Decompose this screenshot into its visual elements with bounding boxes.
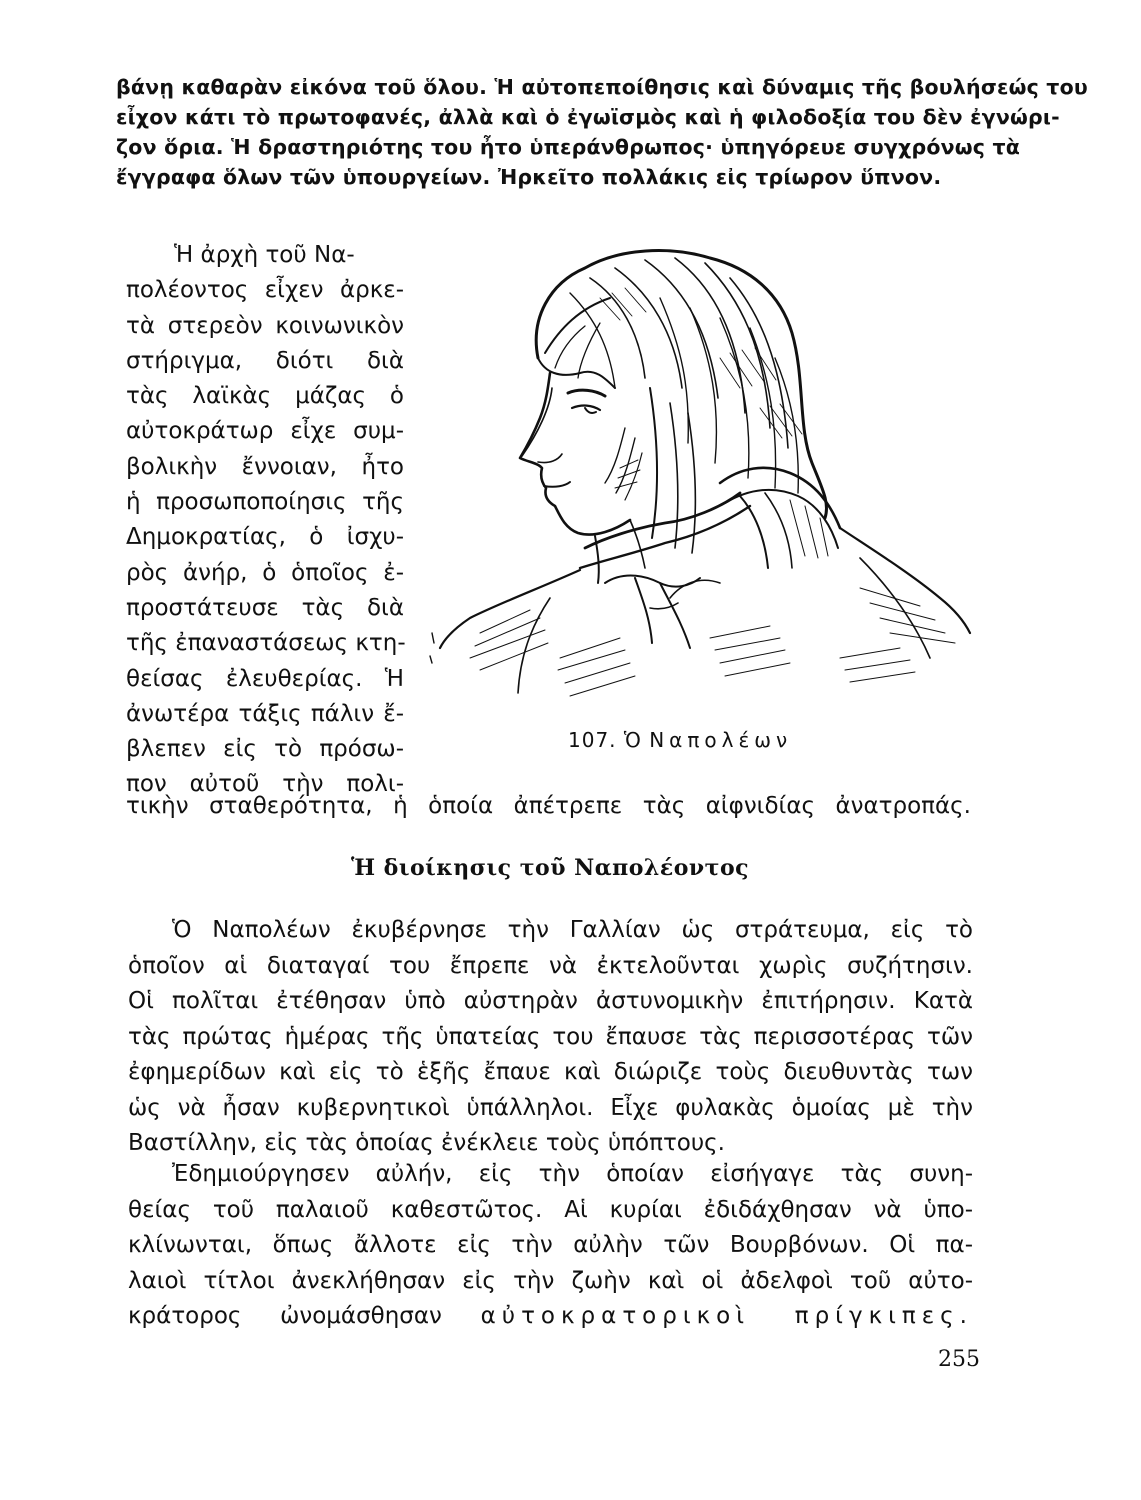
paragraph-court: [128, 1157, 973, 1335]
text-line: βλεπεν εἰς τὸ πρόσω-: [126, 736, 404, 763]
text-line: ὁποῖον αἱ διαταγαί του ἔπρεπε νὰ ἐκτελοῦνται χωρὶς συζήτησιν.: [128, 952, 973, 979]
text-line: προστάτευσε τὰς διὰ: [126, 594, 404, 621]
text-line: βολικὴν ἔννοιαν, ἦτο: [126, 453, 404, 480]
text-line: θείας τοῦ παλαιοῦ καθεστῶτος. Αἱ κυρίαι ἐδιδάχθησαν νὰ ὑπο-: [128, 1196, 973, 1223]
text-line: βάνῃ καθαρὰν εἰκόνα τοῦ ὅλου. Ἡ αὐτοπεποίθησις καὶ δύναμις τῆς βουλήσεώς του: [116, 75, 1088, 99]
napoleon-portrait-illustration: [420, 238, 975, 718]
text-line: τικὴν σταθερότητα, ἡ ὁποία ἀπέτρεπε τὰς αἰφνιδίας ἀνατροπάς.: [126, 793, 971, 819]
text-line: [128, 1299, 973, 1335]
wrapped-text-column: [126, 238, 404, 803]
text-line: ρὸς ἀνήρ, ὁ ὁποῖος ἐ-: [126, 559, 404, 586]
text-line: Ἐδημιούργησεν αὐλήν, εἰς τὴν ὁποίαν εἰσήγαγε τὰς συνη-: [172, 1161, 973, 1187]
text-line: ζον ὅρια. Ἡ δραστηριότης του ἦτο ὑπεράνθρωπος· ὑπηγόρευε συγχρόνως τὰ: [116, 135, 1021, 159]
figure-number: 107.: [568, 728, 617, 752]
text-line: πολέοντος εἶχεν ἀρκε-: [126, 277, 404, 304]
text-line: ὡς νὰ ἦσαν κυβερνητικοὶ ὑπάλληλοι. Εἶχε φυλακὰς ὁμοίας μὲ τὴν: [128, 1094, 973, 1121]
text-line: πον αὐτοῦ τὴν πολι-: [126, 771, 404, 798]
page-number: 255: [938, 1347, 980, 1372]
text-line: ἡ προσωποποίησις τῆς: [126, 489, 404, 516]
text-line: Δημοκρατίας, ὁ ἰσχυ-: [126, 524, 404, 551]
text-line: στήριγμα, διότι διὰ: [126, 347, 404, 374]
text-line: θείσας ἐλευθερίας. Ἡ: [126, 665, 404, 692]
text-line: κλίνωνται, ὅπως ἄλλοτε εἰς τὴν αὐλὴν τῶν Βουρβόνων. Οἱ πα-: [128, 1232, 973, 1258]
text-line-start: κράτορος ὠνομάσθησαν: [128, 1303, 442, 1329]
text-line: τὰ στερεὸν κοινωνικὸν: [126, 312, 404, 339]
text-line: εἶχον κάτι τὸ πρωτοφανές, ἀλλὰ καὶ ὁ ἐγωϊσμὸς καὶ ἡ φιλοδοξία του δὲν ἐγνώρι-: [116, 105, 1060, 129]
wrapped-text-final-line: [126, 789, 971, 824]
text-line: τὰς πρώτας ἡμέρας τῆς ὑπατείας του ἔπαυσε τὰς περισσοτέρας τῶν: [128, 1023, 973, 1050]
paragraph-administration: [128, 913, 973, 1162]
text-line: ἀνωτέρα τάξις πάλιν ἔ-: [126, 700, 404, 727]
text-line: Ὁ Ναπολέων ἐκυβέρνησε τὴν Γαλλίαν ὡς στράτευμα, εἰς τὸ: [172, 917, 973, 943]
text-line: ἔγγραφα ὅλων τῶν ὑπουργείων. Ἠρκεῖτο πολλάκις εἰς τρίωρον ὕπνον.: [116, 165, 942, 189]
caption-name: Ναπολέων: [649, 728, 793, 752]
figure-caption: [568, 728, 792, 752]
spaced-emphasis-text: αὐτοκρατορικοὶ πρίγκιπες.: [480, 1303, 973, 1329]
text-line: αὐτοκράτωρ εἶχε συμ-: [126, 418, 404, 445]
text-line: Οἱ πολῖται ἐτέθησαν ὑπὸ αὐστηρὰν ἀστυνομικὴν ἐπιτήρησιν. Κατὰ: [128, 988, 973, 1014]
section-heading: Ἡ διοίκησις τοῦ Ναπολέοντος: [350, 855, 750, 881]
text-line: Βαστίλλην, εἰς τὰς ὁποίας ἐνέκλειε τοὺς ὑπόπτους.: [128, 1130, 725, 1156]
text-line: ἐφημερίδων καὶ εἰς τὸ ἑξῆς ἔπαυε καὶ διώριζε τοὺς διευθυντὰς των: [128, 1059, 973, 1085]
top-paragraph: [116, 72, 1088, 192]
text-line: τῆς ἐπαναστάσεως κτη-: [126, 630, 406, 657]
text-line: Ἡ ἀρχὴ τοῦ Να-: [174, 242, 355, 268]
text-line: τὰς λαϊκὰς μάζας ὁ: [126, 383, 404, 410]
text-line: λαιοὶ τίτλοι ἀνεκλήθησαν εἰς τὴν ζωὴν καὶ οἱ ἀδελφοὶ τοῦ αὐτο-: [128, 1267, 973, 1294]
caption-article: Ὁ: [623, 728, 642, 752]
